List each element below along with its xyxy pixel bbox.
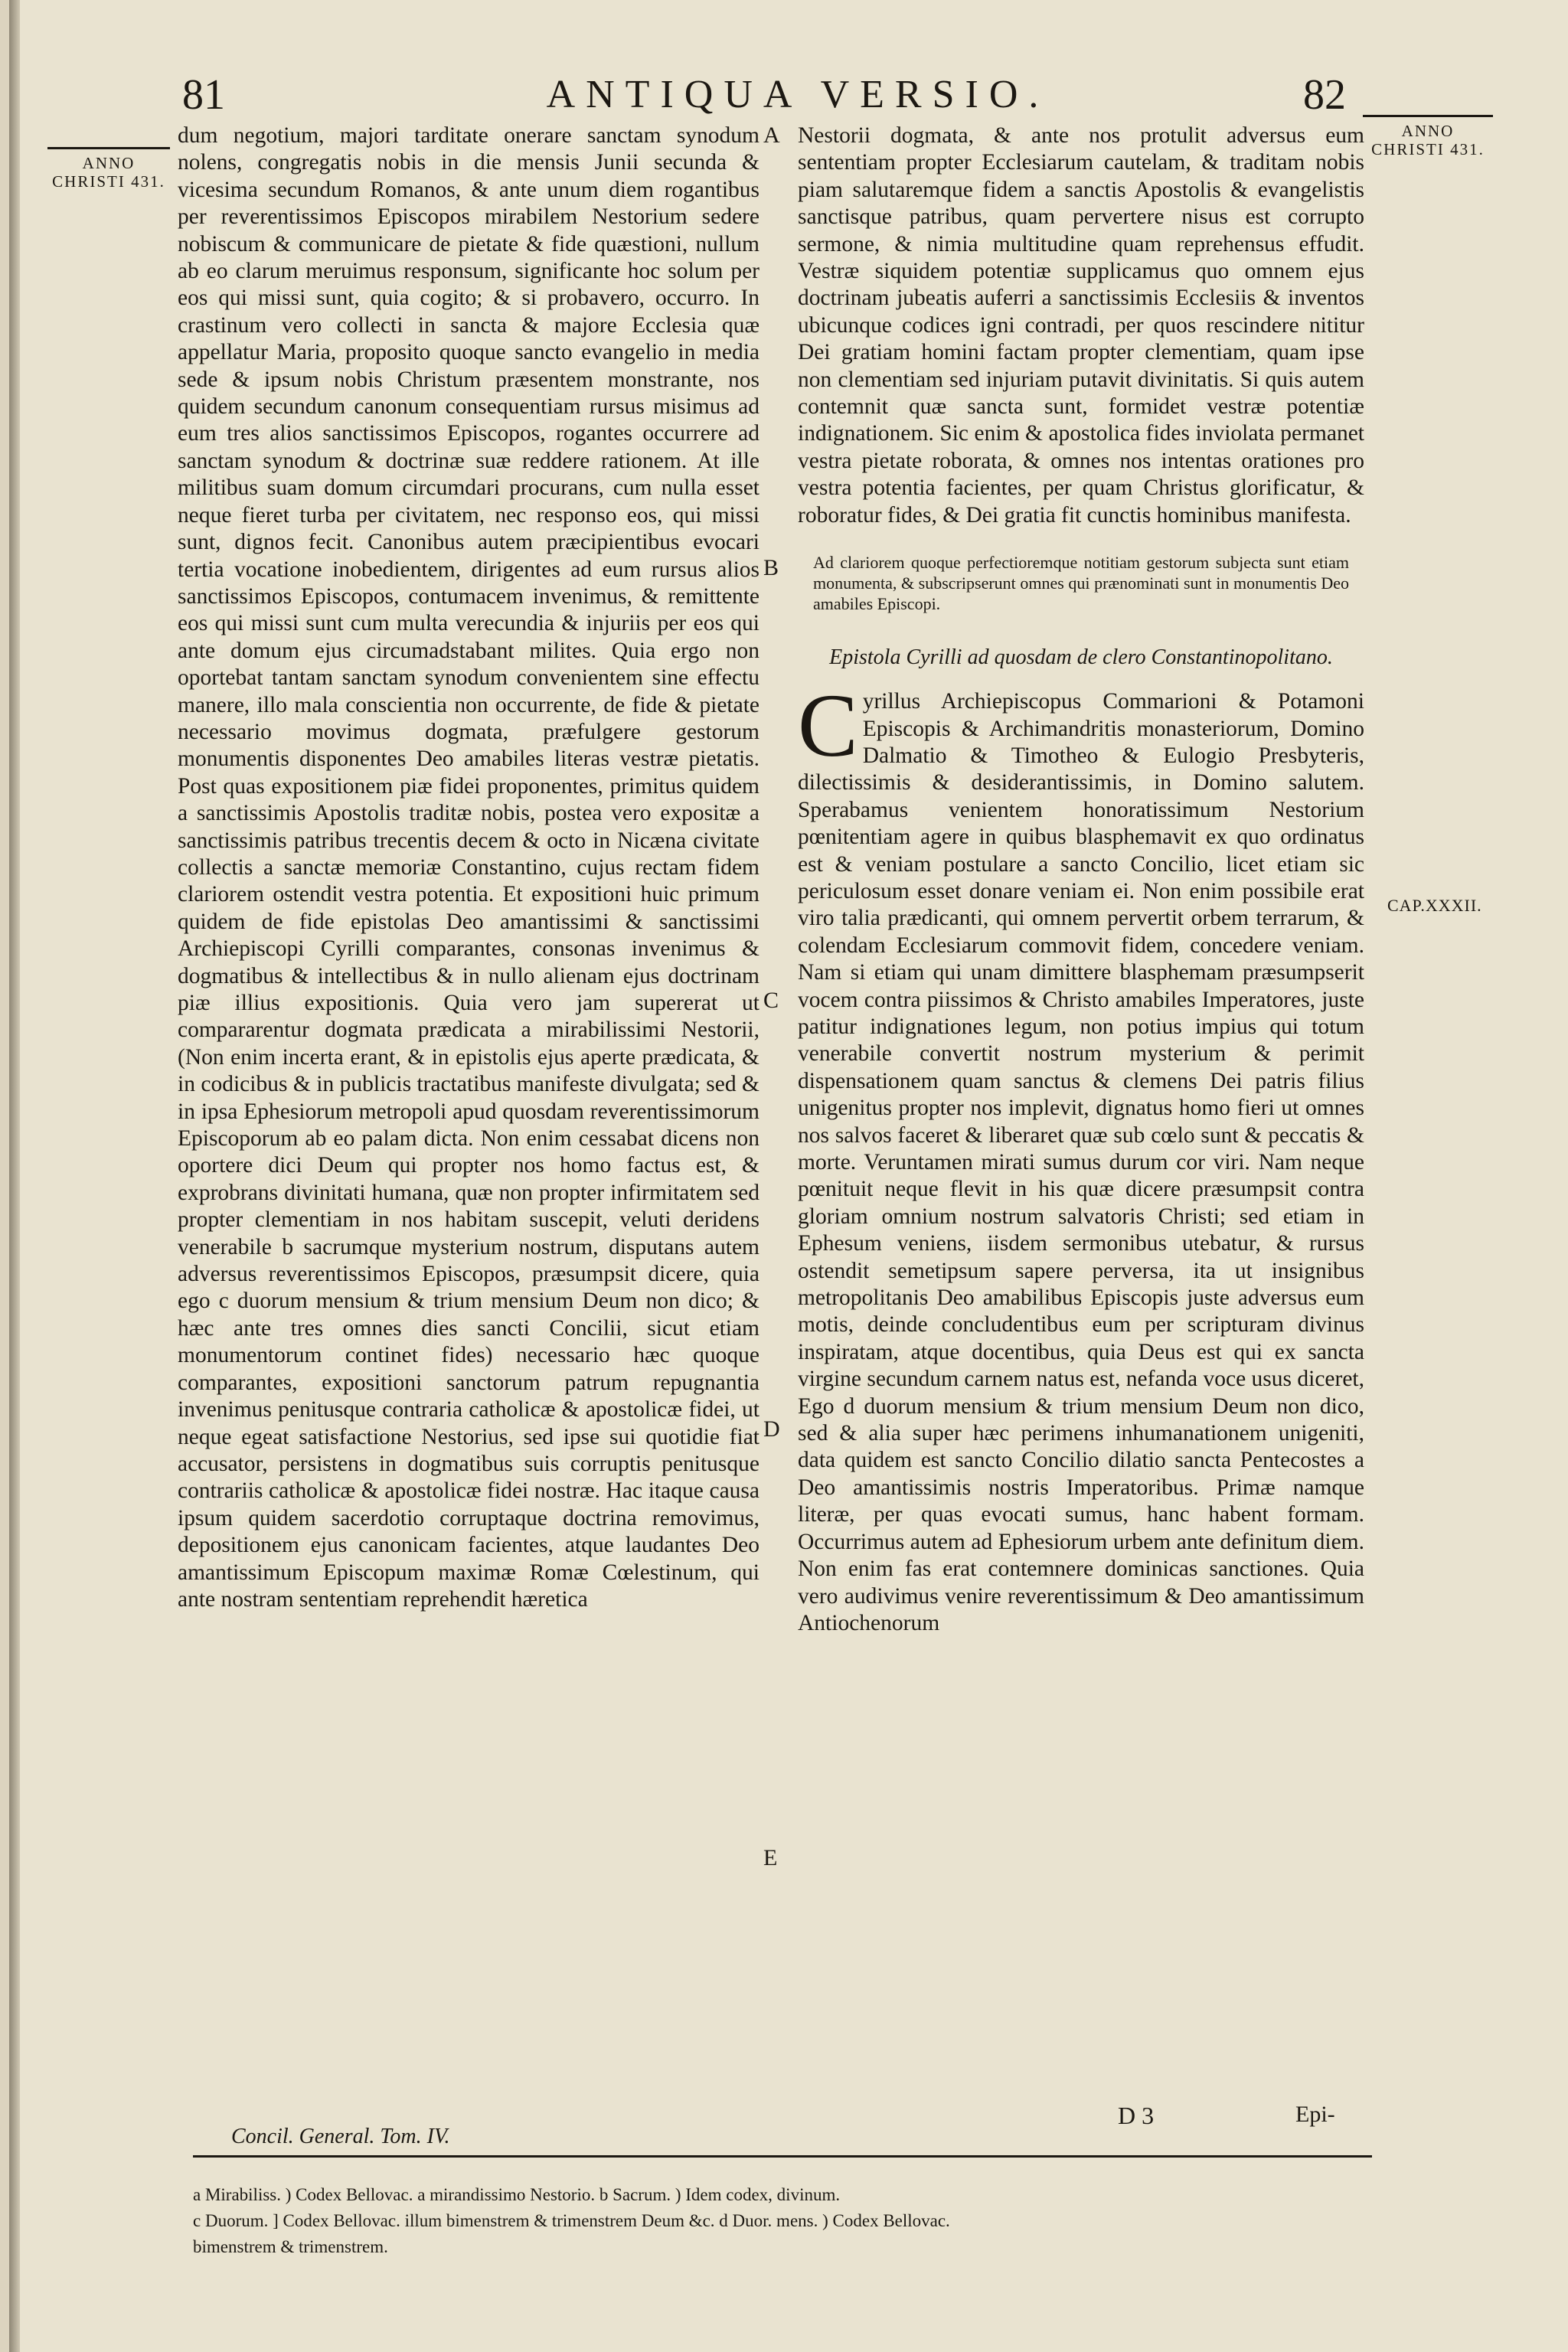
section-marker-d: D xyxy=(763,1416,780,1442)
section-marker-b: B xyxy=(763,555,779,580)
section-marker-e: E xyxy=(763,1845,778,1870)
editorial-note: Ad clariorem quoque perfectioremque notitiam gestorum subjecta sunt etiam monumenta, & subscripserunt omnes qui prænominati sunt in monumentis Deo amabiles Episcopi. xyxy=(813,553,1349,614)
footer-volume: Concil. General. Tom. IV. xyxy=(231,2125,450,2148)
book-page xyxy=(9,0,1568,2352)
footnote-line: c Duorum. ] Codex Bellovac. illum bimenstrem & trimenstrem Deum &c. d Duor. mens. ) Codex Bellovac. xyxy=(193,2211,950,2230)
footnote-rule xyxy=(193,2155,1372,2158)
left-column-text: dum negotium, majori tarditate onerare sanctam synodum nolens, congregatis nobis in die mensis Junii secunda & vicesima secundum Romanos, & ante unum diem rogantibus per reverentissimos Episcopos mirabilem Nestorium sedere nobiscum & communicare de pietate & fide quæstioni, nullum ab eo clarum meruimus responsum, significante hoc solum per eos qui missi sunt, quia cogito; & si probavero, occurro. In crastinum vero collecti in sancta & majore Ecclesia quæ appellatur Maria, proposito quoque sancto evangelio in media sede & ipsum nobis Christum præsentem monstrante, nos quidem secundum canonum consequentiam rursus misimus ad eum tres alios sanctissimos Episcopos, rogantes occurrere ad sanctam synodum & doctrinæ suæ reddere rationem. At ille militibus suam domum circumdari procurans, cum nulla esset neque fieret turba per civitatem, nec responso eos, qui missi sunt, dignos fecit. Canonibus autem præcipientibus evocari tertia vocatione inobedientem, dirigentes ad eum rursus alios sanctissimos Episcopos, contumacem invenimus, & remittente eos qui missi sunt cum multa verecundia & injuriis per eos qui ante domum ejus circumadstabant milites. Quia ergo non oportebat tantam sanctam synodum convenientem sine effectu manere, illo mala conscientia non occurrente, de fide & pietate necessario movimus dogmata, præfulgere gestorum monumentis disponentes Deo amabiles literas vestræ pietatis. Post quas expositionem piæ fidei proponentes, primitus quidem a sanctissimis Apostolis traditæ nobis, postea vero expositæ a sanctissimis patribus trecentis decem & octo in Nicæna civitate collectis a sanctæ memoriæ Constantino, cujus rectam fidem clariorem ostendit vestra potentia. Et expositioni huic primum quidem de fide epistolas Deo amantissimi & sanctissimi Archiepiscopi Cyrilli comparantes, consonas invenimus & dogmatibus & intellectibus & in nullo alienam ejus doctrinam piæ illius expositionis. Quia vero jam supererat ut compararentur dogmata prædicata a mirabilissimi Nestorii, (Non enim incerta erant, & in epistolis ejus aperte prædicata, & in codicibus & in publicis tractatibus manifeste divulgata; sed & in ipsa Ephesiorum metropoli apud quosdam reverentissimorum Episcoporum ab eo palam dicta. Non enim cessabat dicens non oportere dici Deum qui propter nos homo factus est, & exprobrans divinitati humana, quæ non propter infirmitatem sed propter clementiam in nos habitam suscepit, veluti deridens venerabile b sacrumque mysterium nostrum, disputans autem adversus reverentissimos Episcopos, præsumpsit dicere, quia ego c duorum mensium & trium mensium Deum non dico; & hæc ante tres omnes dies sancti Concilii, sicut etiam monumentorum continet fides) necessario hæc quoque comparantes, expositioni sanctorum patrum repugnantia invenimus penitusque contraria catholicæ & apostolicæ fidei, ut neque egeat satisfactione Nestorius, sed ipse sui quotidie fiat accusator, persistens in dogmatibus suis corruptis penitusque contrariis catholicæ & apostolicæ fidei nostræ. Hac itaque causa ipsum quidem sacerdotio corruptaque doctrina removimus, depositionem ejus canonicam facientes, atque laudantes Deo amantissimum Episcopum maximæ Romæ Cœlestinum, qui ante nostram sententiam reprehendit hæretica xyxy=(178,123,760,1612)
page-number-right: 82 xyxy=(1303,71,1346,119)
margin-year-right: ANNO CHRISTI 431. xyxy=(1363,115,1493,158)
footnote-line: a Mirabiliss. ) Codex Bellovac. a mirandissimo Nestorio. b Sacrum. ) Idem codex, divinum. xyxy=(193,2185,841,2204)
chapter-marker: CAP.XXXII. xyxy=(1387,896,1482,915)
section-marker-c: C xyxy=(763,988,779,1013)
section-marker-a: A xyxy=(763,122,780,148)
footnotes xyxy=(193,2182,1387,2260)
margin-year-left: ANNO CHRISTI 431. xyxy=(47,147,170,191)
signature-mark: D 3 xyxy=(1118,2102,1155,2129)
epistle-body xyxy=(798,675,1364,1637)
right-column xyxy=(798,122,1364,1637)
left-column xyxy=(178,122,760,1613)
epistle-text: yrillus Archiepiscopus Commarioni & Potamoni Episcopis & Archimandritis monasteriorum, Domino Dalmatio & Timotheo & Eulogio Presbyteris, dilectissimis & desiderantissimis, in Domino salutem. Sperabamus venientem honoratissimum Nestorium pœnitentiam agere in quibus blasphemavit ex quo ordinatus est & veniam postulare a sancto Concilio, licet etiam sic periculosum esset donare veniam ei. Non enim possibile erat viro talia prædicanti, qui omnem pervertit orbem terrarum, & colendam Ecclesiarum commovit fidem, concedere veniam. Nam si etiam qui unam dimittere blasphemam præsumpserit vocem contra piissimos & Christo amabiles Imperatores, juste patitur indignationes legum, non potius impius qui totum venerabile convertit nostrum mysterium & perimit dispensationem quam sanctus & clemens Dei patris filius unigenitus propter nos implevit, dignatus homo fieri ut omnes nos salvos faceret & liberaret quæ sub cœlo sunt & peccatis & morte. Veruntamen mirati sumus durum cor viri. Nam neque pœnituit neque flevit in his quæ dicere præsumpsit contra gloriam omnium nostrum salvatoris Christi; sed etiam in Ephesum veniens, iisdem sermonibus utebatur, & rursus ostendit semetipsum sapere perversa, ita ut insignibus metropolitanis Deo amabilibus Episcopis juste adversus eum motis, deinde concludentibus eum per scripturam divinus inspiratam, atque docentibus, quia Deus est qui ex sancta virgine secundum carnem natus est, nefanda voce usus diceret, Ego d duorum mensium & trium mensium Deum non dico, sed & alia super hæc perimens inhumanationem unigeniti, data quidem est sancto Concilio dilatio sancta Pentecostes a Deo amantissimis nostris Imperatoribus. Primæ namque literæ, per quas evocati sumus, hanc habent formam. Occurrimus autem ad Ephesiorum urbem ante definitum diem. Non enim fas erat contemnere dominicas sanctiones. Quia vero audivimus venire reverentissimum & Deo amantissimum Antiochenorum xyxy=(798,689,1364,1635)
page-edge xyxy=(9,0,20,2352)
catchword: Epi- xyxy=(1295,2102,1335,2127)
running-title: ANTIQUA VERSIO. xyxy=(546,73,1050,116)
drop-capital: C xyxy=(798,675,858,776)
footnote-line: bimenstrem & trimenstrem. xyxy=(193,2237,388,2256)
right-column-text: Nestorii dogmata, & ante nos protulit adversus eum sententiam propter Ecclesiarum cautelam, & traditam nobis piam salutaremque fidem a sanctis Apostolis & evangelistis sanctisque patribus, quam pervertere nisus est corrupto sermone, & nimia multitudine quam reprehensus effudit. Vestræ siquidem potentiæ supplicamus quo omnem ejus doctrinam jubeatis auferri a sanctissimis Ecclesiis & inventos ubicunque codices igni contradi, per quos rescindere nititur Dei gratiam homini factam propter clementiam, quam ipse non clementiam sed injuriam putavit divinitatis. Si quis autem contemnit quæ sancta sunt, formidet vestræ potentiæ indignationem. Sic enim & apostolica fides inviolata permanet vestra pietate roborata, & omnes nos intentas orationes pro vestra potentia facientes, per quam Christus glorificatur, & roboratur fides, & Dei gratia fit cunctis hominibus manifesta. xyxy=(798,123,1364,528)
page-number-left: 81 xyxy=(182,71,225,119)
epistle-title: Epistola Cyrilli ad quosdam de clero Constantinopolitano. xyxy=(829,645,1333,670)
